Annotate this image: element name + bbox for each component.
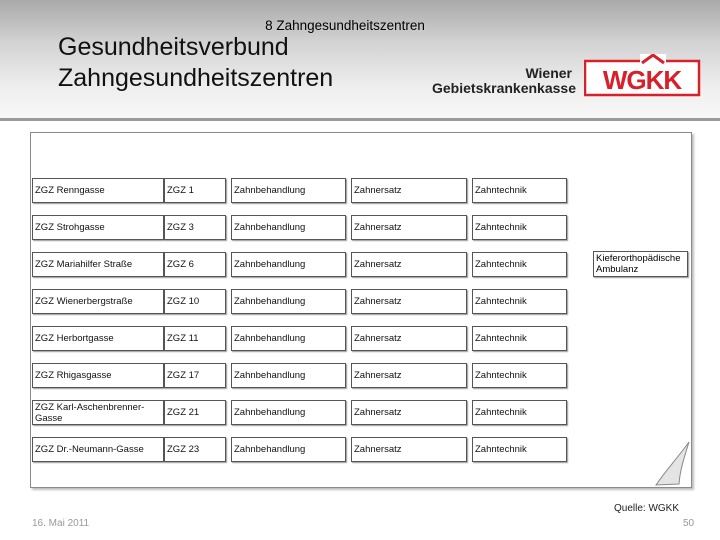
treatment-cell: Zahnbehandlung: [231, 215, 346, 240]
wgkk-logo: [584, 54, 701, 98]
footer-date: 16. Mai 2011: [32, 518, 90, 529]
prosthesis-cell: Zahnersatz: [351, 437, 467, 462]
center-name-cell: ZGZ Rhigasgasse: [32, 363, 164, 388]
title-line-1: Gesundheitsverbund: [58, 33, 289, 61]
center-code-cell: ZGZ 11: [164, 326, 226, 351]
logo-text: WGKK: [602, 65, 682, 95]
prosthesis-cell: Zahnersatz: [351, 215, 467, 240]
brand-name: [432, 65, 576, 96]
page-number: 50: [683, 518, 695, 529]
center-name-cell: ZGZ Herbortgasse: [32, 326, 164, 351]
center-code-cell: ZGZ 3: [164, 215, 226, 240]
center-name-cell: ZGZ Strohgasse: [32, 215, 164, 240]
treatment-cell: Zahnbehandlung: [231, 363, 346, 388]
technique-cell: Zahntechnik: [472, 363, 567, 388]
center-name-cell: ZGZ Karl-Aschenbrenner-Gasse: [32, 400, 164, 425]
panel-title: 8 Zahngesundheitszentren: [265, 18, 425, 33]
orthodontic-box: Kieferorthopädische Ambulanz: [593, 251, 688, 277]
treatment-cell: Zahnbehandlung: [231, 326, 346, 351]
treatment-cell: Zahnbehandlung: [231, 437, 346, 462]
prosthesis-cell: Zahnersatz: [351, 178, 467, 203]
title-line-2: Zahngesundheitszentren: [58, 64, 334, 92]
prosthesis-cell: Zahnersatz: [351, 363, 467, 388]
prosthesis-cell: Zahnersatz: [351, 289, 467, 314]
prosthesis-cell: Zahnersatz: [351, 400, 467, 425]
center-name-cell: ZGZ Dr.-Neumann-Gasse: [32, 437, 164, 462]
treatment-cell: Zahnbehandlung: [231, 252, 346, 277]
prosthesis-cell: Zahnersatz: [351, 326, 467, 351]
technique-cell: Zahntechnik: [472, 215, 567, 240]
treatment-cell: Zahnbehandlung: [231, 289, 346, 314]
technique-cell: Zahntechnik: [472, 289, 567, 314]
treatment-cell: Zahnbehandlung: [231, 400, 346, 425]
center-code-cell: ZGZ 21: [164, 400, 226, 425]
page-curl: [654, 440, 691, 487]
center-code-cell: ZGZ 10: [164, 289, 226, 314]
technique-cell: Zahntechnik: [472, 326, 567, 351]
center-code-cell: ZGZ 23: [164, 437, 226, 462]
center-name-cell: ZGZ Renngasse: [32, 178, 164, 203]
technique-cell: Zahntechnik: [472, 400, 567, 425]
prosthesis-cell: Zahnersatz: [351, 252, 467, 277]
center-code-cell: ZGZ 1: [164, 178, 226, 203]
center-name-cell: ZGZ Mariahilfer Straße: [32, 252, 164, 277]
center-code-cell: ZGZ 6: [164, 252, 226, 277]
treatment-cell: Zahnbehandlung: [231, 178, 346, 203]
technique-cell: Zahntechnik: [472, 252, 567, 277]
source-note: Quelle: WGKK: [614, 503, 680, 514]
header-divider: [0, 118, 720, 121]
technique-cell: Zahntechnik: [472, 178, 567, 203]
center-code-cell: ZGZ 17: [164, 363, 226, 388]
slide-title: [58, 32, 333, 94]
technique-cell: Zahntechnik: [472, 437, 567, 462]
brand-line-2: Gebietskrankenkasse: [432, 80, 576, 96]
brand-line-1: Wiener: [525, 65, 572, 81]
center-name-cell: ZGZ Wienerbergstraße: [32, 289, 164, 314]
